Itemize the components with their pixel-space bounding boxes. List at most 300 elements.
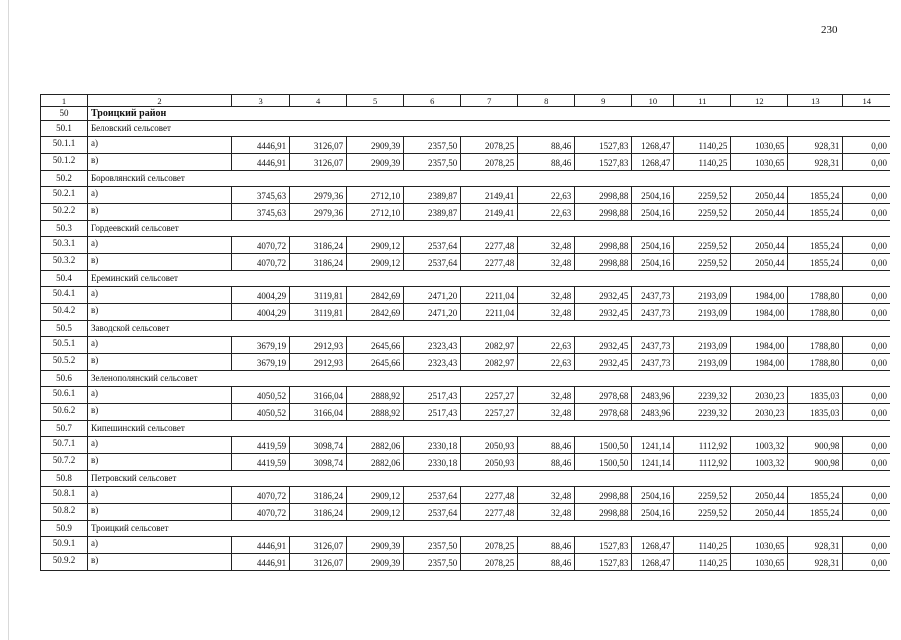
value-cell: 2483,96 [632, 387, 674, 404]
value-cell: 4070,72 [232, 254, 290, 271]
value-cell: 2239,32 [674, 404, 731, 421]
value-cell: 2504,16 [632, 204, 674, 221]
value-cell: 1855,24 [788, 187, 843, 204]
value-cell: 2483,96 [632, 404, 674, 421]
section-code: 50.6 [41, 371, 88, 387]
value-cell: 0,00 [843, 254, 890, 271]
value-cell: 2149,41 [461, 204, 518, 221]
value-cell: 32,48 [518, 404, 575, 421]
value-cell: 2149,41 [461, 187, 518, 204]
row-code: 50.6.1 [41, 387, 88, 404]
row-label: в) [88, 254, 232, 271]
value-cell: 1835,03 [788, 387, 843, 404]
value-cell: 22,63 [518, 354, 575, 371]
section-name: Ереминский сельсовет [88, 271, 890, 287]
value-cell: 2259,52 [674, 187, 731, 204]
value-cell: 1030,65 [731, 154, 788, 171]
value-cell: 0,00 [843, 287, 890, 304]
value-cell: 1030,65 [731, 137, 788, 154]
row-label: в) [88, 304, 232, 321]
value-cell: 2357,50 [404, 537, 461, 554]
value-cell: 88,46 [518, 454, 575, 471]
column-header: 1 [41, 95, 88, 107]
value-cell: 3745,63 [232, 187, 290, 204]
table-row [41, 387, 891, 404]
section-code: 50.3 [41, 221, 88, 237]
value-cell: 3098,74 [290, 454, 347, 471]
value-cell: 4446,91 [232, 554, 290, 571]
value-cell: 2330,18 [404, 437, 461, 454]
value-cell: 2050,93 [461, 437, 518, 454]
value-cell: 2998,88 [575, 504, 632, 521]
section-row [41, 321, 891, 337]
value-cell: 1003,32 [731, 437, 788, 454]
value-cell: 2712,10 [347, 187, 404, 204]
value-cell: 1268,47 [632, 154, 674, 171]
value-cell: 2888,92 [347, 387, 404, 404]
value-cell: 0,00 [843, 437, 890, 454]
value-cell: 1527,83 [575, 154, 632, 171]
value-cell: 2259,52 [674, 504, 731, 521]
table-body [41, 95, 891, 571]
value-cell: 2257,27 [461, 404, 518, 421]
value-cell: 3126,07 [290, 154, 347, 171]
table-row [41, 254, 891, 271]
value-cell: 88,46 [518, 554, 575, 571]
value-cell: 2330,18 [404, 454, 461, 471]
table-row [41, 554, 891, 571]
value-cell: 1030,65 [731, 537, 788, 554]
value-cell: 2437,73 [632, 354, 674, 371]
value-cell: 1788,80 [788, 337, 843, 354]
value-cell: 2277,48 [461, 504, 518, 521]
table-row [41, 137, 891, 154]
value-cell: 2193,09 [674, 287, 731, 304]
value-cell: 32,48 [518, 304, 575, 321]
value-cell: 4446,91 [232, 137, 290, 154]
section-code: 50.9 [41, 521, 88, 537]
value-cell: 1984,00 [731, 304, 788, 321]
value-cell: 1855,24 [788, 504, 843, 521]
value-cell: 1788,80 [788, 287, 843, 304]
value-cell: 0,00 [843, 504, 890, 521]
value-cell: 2932,45 [575, 287, 632, 304]
value-cell: 1112,92 [674, 437, 731, 454]
column-header: 5 [347, 95, 404, 107]
row-label: в) [88, 504, 232, 521]
section-name: Заводской сельсовет [88, 321, 890, 337]
value-cell: 3126,07 [290, 137, 347, 154]
section-code: 50.8 [41, 471, 88, 487]
value-cell: 2030,23 [731, 404, 788, 421]
value-cell: 2998,88 [575, 187, 632, 204]
value-cell: 2277,48 [461, 254, 518, 271]
value-cell: 0,00 [843, 387, 890, 404]
value-cell: 1984,00 [731, 354, 788, 371]
section-name: Беловский сельсовет [88, 121, 890, 137]
column-header: 3 [232, 95, 290, 107]
column-header: 6 [404, 95, 461, 107]
value-cell: 2912,93 [290, 337, 347, 354]
value-cell: 3098,74 [290, 437, 347, 454]
page-number: 230 [821, 24, 838, 36]
value-cell: 2909,39 [347, 154, 404, 171]
table-row [41, 304, 891, 321]
value-cell: 22,63 [518, 187, 575, 204]
value-cell: 2998,88 [575, 487, 632, 504]
table-row [41, 537, 891, 554]
value-cell: 1140,25 [674, 154, 731, 171]
table-row [41, 504, 891, 521]
table-row [41, 337, 891, 354]
column-header: 14 [843, 95, 890, 107]
row-code: 50.4.2 [41, 304, 88, 321]
value-cell: 2437,73 [632, 287, 674, 304]
value-cell: 4070,72 [232, 487, 290, 504]
value-cell: 1003,32 [731, 454, 788, 471]
value-cell: 928,31 [788, 154, 843, 171]
row-label: а) [88, 537, 232, 554]
value-cell: 2471,20 [404, 287, 461, 304]
value-cell: 2504,16 [632, 487, 674, 504]
value-cell: 2909,39 [347, 137, 404, 154]
value-cell: 0,00 [843, 487, 890, 504]
row-code: 50.1.1 [41, 137, 88, 154]
value-cell: 2912,93 [290, 354, 347, 371]
value-cell: 1835,03 [788, 404, 843, 421]
value-cell: 2909,12 [347, 237, 404, 254]
column-header: 4 [290, 95, 347, 107]
table-row [41, 237, 891, 254]
value-cell: 4419,59 [232, 437, 290, 454]
table-row [41, 287, 891, 304]
value-cell: 2517,43 [404, 387, 461, 404]
section-name: Гордеевский сельсовет [88, 221, 890, 237]
section-name: Зеленополянский сельсовет [88, 371, 890, 387]
value-cell: 2842,69 [347, 304, 404, 321]
value-cell: 2211,04 [461, 287, 518, 304]
section-row [41, 171, 891, 187]
value-cell: 3186,24 [290, 487, 347, 504]
value-cell: 1788,80 [788, 354, 843, 371]
value-cell: 2389,87 [404, 204, 461, 221]
value-cell: 2193,09 [674, 354, 731, 371]
value-cell: 2193,09 [674, 304, 731, 321]
value-cell: 2842,69 [347, 287, 404, 304]
section-name: Боровлянский сельсовет [88, 171, 890, 187]
value-cell: 3126,07 [290, 537, 347, 554]
section-row [41, 121, 891, 137]
value-cell: 1527,83 [575, 537, 632, 554]
row-code: 50.9.2 [41, 554, 88, 571]
value-cell: 2277,48 [461, 487, 518, 504]
value-cell: 88,46 [518, 537, 575, 554]
row-label: а) [88, 287, 232, 304]
column-header: 8 [518, 95, 575, 107]
section-row [41, 371, 891, 387]
value-cell: 4070,72 [232, 504, 290, 521]
value-cell: 1268,47 [632, 537, 674, 554]
value-cell: 0,00 [843, 454, 890, 471]
value-cell: 2504,16 [632, 237, 674, 254]
value-cell: 2259,52 [674, 237, 731, 254]
value-cell: 4050,52 [232, 404, 290, 421]
table-row [41, 437, 891, 454]
table-row [41, 487, 891, 504]
section-row [41, 471, 891, 487]
value-cell: 0,00 [843, 187, 890, 204]
value-cell: 2909,12 [347, 254, 404, 271]
row-code: 50.8.1 [41, 487, 88, 504]
table-row [41, 204, 891, 221]
region-row [41, 107, 891, 121]
row-code: 50.5.2 [41, 354, 88, 371]
value-cell: 4446,91 [232, 154, 290, 171]
row-code: 50.2.1 [41, 187, 88, 204]
value-cell: 1241,14 [632, 437, 674, 454]
row-label: а) [88, 187, 232, 204]
value-cell: 3186,24 [290, 237, 347, 254]
value-cell: 2357,50 [404, 137, 461, 154]
value-cell: 2932,45 [575, 304, 632, 321]
value-cell: 3186,24 [290, 504, 347, 521]
value-cell: 2193,09 [674, 337, 731, 354]
value-cell: 2323,43 [404, 337, 461, 354]
section-code: 50.5 [41, 321, 88, 337]
value-cell: 0,00 [843, 354, 890, 371]
value-cell: 2082,97 [461, 337, 518, 354]
section-name: Петровский сельсовет [88, 471, 890, 487]
value-cell: 928,31 [788, 554, 843, 571]
column-header: 12 [731, 95, 788, 107]
value-cell: 2078,25 [461, 154, 518, 171]
value-cell: 2050,44 [731, 254, 788, 271]
value-cell: 1268,47 [632, 554, 674, 571]
row-label: а) [88, 387, 232, 404]
row-code: 50.9.1 [41, 537, 88, 554]
value-cell: 2882,06 [347, 454, 404, 471]
value-cell: 2357,50 [404, 154, 461, 171]
section-name: Кипешинский сельсовет [88, 421, 890, 437]
value-cell: 2323,43 [404, 354, 461, 371]
value-cell: 1855,24 [788, 254, 843, 271]
section-row [41, 271, 891, 287]
row-code: 50.7.1 [41, 437, 88, 454]
section-code: 50.7 [41, 421, 88, 437]
value-cell: 1984,00 [731, 337, 788, 354]
value-cell: 32,48 [518, 237, 575, 254]
value-cell: 2050,93 [461, 454, 518, 471]
value-cell: 1140,25 [674, 137, 731, 154]
column-header: 9 [575, 95, 632, 107]
value-cell: 32,48 [518, 487, 575, 504]
value-cell: 928,31 [788, 137, 843, 154]
value-cell: 2050,44 [731, 187, 788, 204]
value-cell: 2050,44 [731, 487, 788, 504]
value-cell: 2357,50 [404, 554, 461, 571]
value-cell: 2504,16 [632, 504, 674, 521]
value-cell: 1241,14 [632, 454, 674, 471]
value-cell: 0,00 [843, 304, 890, 321]
section-name: Троицкий сельсовет [88, 521, 890, 537]
region-code: 50 [41, 107, 88, 121]
value-cell: 2517,43 [404, 404, 461, 421]
value-cell: 32,48 [518, 504, 575, 521]
value-cell: 1984,00 [731, 287, 788, 304]
row-code: 50.6.2 [41, 404, 88, 421]
value-cell: 2932,45 [575, 337, 632, 354]
value-cell: 2030,23 [731, 387, 788, 404]
value-cell: 2259,52 [674, 254, 731, 271]
value-cell: 2712,10 [347, 204, 404, 221]
row-label: в) [88, 154, 232, 171]
value-cell: 928,31 [788, 537, 843, 554]
value-cell: 0,00 [843, 137, 890, 154]
value-cell: 900,98 [788, 437, 843, 454]
value-cell: 3186,24 [290, 254, 347, 271]
value-cell: 2909,12 [347, 487, 404, 504]
value-cell: 88,46 [518, 437, 575, 454]
table-row [41, 454, 891, 471]
value-cell: 1140,25 [674, 554, 731, 571]
value-cell: 0,00 [843, 537, 890, 554]
value-cell: 2078,25 [461, 137, 518, 154]
value-cell: 1500,50 [575, 454, 632, 471]
value-cell: 32,48 [518, 387, 575, 404]
value-cell: 2978,68 [575, 404, 632, 421]
row-code: 50.2.2 [41, 204, 88, 221]
value-cell: 2471,20 [404, 304, 461, 321]
value-cell: 22,63 [518, 337, 575, 354]
value-cell: 1855,24 [788, 487, 843, 504]
value-cell: 3166,04 [290, 404, 347, 421]
value-cell: 2882,06 [347, 437, 404, 454]
section-row [41, 521, 891, 537]
value-cell: 3679,19 [232, 354, 290, 371]
table-row [41, 154, 891, 171]
value-cell: 1527,83 [575, 137, 632, 154]
value-cell: 2978,68 [575, 387, 632, 404]
value-cell: 22,63 [518, 204, 575, 221]
value-cell: 0,00 [843, 154, 890, 171]
section-code: 50.2 [41, 171, 88, 187]
value-cell: 0,00 [843, 337, 890, 354]
column-header: 7 [461, 95, 518, 107]
value-cell: 2078,25 [461, 554, 518, 571]
tariff-table [40, 94, 890, 571]
row-label: в) [88, 204, 232, 221]
value-cell: 2211,04 [461, 304, 518, 321]
row-code: 50.1.2 [41, 154, 88, 171]
value-cell: 0,00 [843, 237, 890, 254]
value-cell: 2979,36 [290, 187, 347, 204]
row-label: в) [88, 454, 232, 471]
value-cell: 4070,72 [232, 237, 290, 254]
region-name: Троицкий район [88, 107, 890, 121]
value-cell: 2998,88 [575, 204, 632, 221]
value-cell: 32,48 [518, 287, 575, 304]
value-cell: 3745,63 [232, 204, 290, 221]
value-cell: 2437,73 [632, 304, 674, 321]
section-code: 50.4 [41, 271, 88, 287]
section-row [41, 221, 891, 237]
row-code: 50.5.1 [41, 337, 88, 354]
row-label: а) [88, 337, 232, 354]
value-cell: 2888,92 [347, 404, 404, 421]
value-cell: 2239,32 [674, 387, 731, 404]
value-cell: 1140,25 [674, 537, 731, 554]
value-cell: 4004,29 [232, 287, 290, 304]
value-cell: 3119,81 [290, 304, 347, 321]
value-cell: 4419,59 [232, 454, 290, 471]
value-cell: 3126,07 [290, 554, 347, 571]
row-label: а) [88, 137, 232, 154]
value-cell: 2537,64 [404, 254, 461, 271]
column-header: 13 [788, 95, 843, 107]
value-cell: 1030,65 [731, 554, 788, 571]
row-code: 50.3.2 [41, 254, 88, 271]
value-cell: 0,00 [843, 204, 890, 221]
value-cell: 2050,44 [731, 504, 788, 521]
value-cell: 1112,92 [674, 454, 731, 471]
page-edge-line [8, 0, 9, 640]
tariff-table-container [40, 94, 901, 571]
row-label: а) [88, 487, 232, 504]
table-row [41, 354, 891, 371]
value-cell: 2389,87 [404, 187, 461, 204]
value-cell: 2050,44 [731, 237, 788, 254]
value-cell: 1855,24 [788, 237, 843, 254]
value-cell: 2909,39 [347, 537, 404, 554]
row-code: 50.7.2 [41, 454, 88, 471]
value-cell: 2277,48 [461, 237, 518, 254]
value-cell: 2078,25 [461, 537, 518, 554]
value-cell: 2259,52 [674, 487, 731, 504]
value-cell: 0,00 [843, 404, 890, 421]
value-cell: 2082,97 [461, 354, 518, 371]
value-cell: 900,98 [788, 454, 843, 471]
column-header: 10 [632, 95, 674, 107]
row-code: 50.8.2 [41, 504, 88, 521]
value-cell: 2504,16 [632, 254, 674, 271]
value-cell: 32,48 [518, 254, 575, 271]
value-cell: 2979,36 [290, 204, 347, 221]
value-cell: 4004,29 [232, 304, 290, 321]
value-cell: 1855,24 [788, 204, 843, 221]
section-code: 50.1 [41, 121, 88, 137]
value-cell: 4050,52 [232, 387, 290, 404]
value-cell: 2645,66 [347, 337, 404, 354]
column-header: 2 [88, 95, 232, 107]
value-cell: 2909,12 [347, 504, 404, 521]
value-cell: 2537,64 [404, 487, 461, 504]
row-code: 50.3.1 [41, 237, 88, 254]
value-cell: 2998,88 [575, 237, 632, 254]
row-label: в) [88, 554, 232, 571]
column-number-row [41, 95, 891, 107]
value-cell: 3679,19 [232, 337, 290, 354]
value-cell: 88,46 [518, 137, 575, 154]
value-cell: 88,46 [518, 154, 575, 171]
value-cell: 2537,64 [404, 504, 461, 521]
value-cell: 2437,73 [632, 337, 674, 354]
value-cell: 1268,47 [632, 137, 674, 154]
value-cell: 2998,88 [575, 254, 632, 271]
value-cell: 0,00 [843, 554, 890, 571]
value-cell: 2909,39 [347, 554, 404, 571]
value-cell: 1527,83 [575, 554, 632, 571]
value-cell: 2259,52 [674, 204, 731, 221]
